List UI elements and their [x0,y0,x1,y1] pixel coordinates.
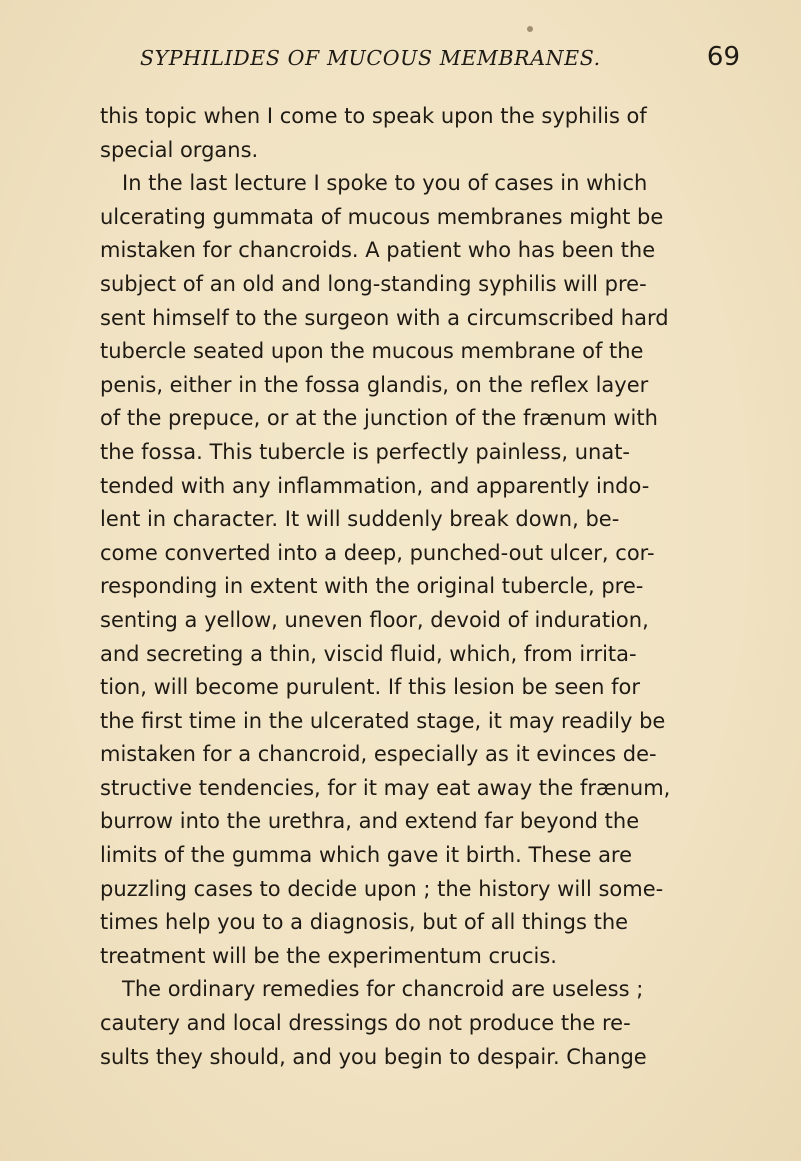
text-line: The ordinary remedies for chancroid are useless ; [122,977,644,1002]
text-line: tion, will become purulent. If this lesion be seen for [100,675,641,700]
text-line: this topic when I come to speak upon the syphilis of [100,104,647,128]
text-line: treatment will be the experimentum crucis. [100,943,557,968]
text-line: mistaken for a chancroid, especially as it evinces de- [100,742,657,767]
text-line: sent himself to the surgeon with a circumscribed hard [100,305,669,330]
text-line: the first time in the ulcerated stage, it may readily be [100,708,666,733]
text-line: In the last lecture I spoke to you of cases in which [122,171,648,196]
text-line: ulcerating gummata of mucous membranes might be [100,204,664,229]
text-line: mistaken for chancroids. A patient who has been the [100,238,656,263]
text-line: burrow into the urethra, and extend far beyond the [100,809,640,834]
text-line: tubercle seated upon the mucous membrane of the [100,339,644,364]
text-line: limits of the gumma which gave it birth. These are [100,843,633,868]
text-line: responding in extent with the original tubercle, pre- [100,574,644,599]
page-header [140,42,740,86]
page-number: 69 [706,42,740,72]
text-line: the fossa. This tubercle is perfectly painless, unat- [100,439,631,464]
ink-fleck [527,26,533,32]
text-line: and secreting a thin, viscid fluid, which, from irrita- [100,641,637,666]
text-line: come converted into a deep, punched-out ulcer, cor- [100,540,655,565]
text-line: subject of an old and long-standing syphilis will pre- [100,271,647,296]
text-line: lent in character. It will suddenly break down, be- [100,507,620,532]
text-line: tended with any inflammation, and apparently indo- [100,473,650,498]
text-line: of the prepuce, or at the junction of the frænum with [100,406,658,431]
text-line: structive tendencies, for it may eat away the frænum, [100,775,671,800]
text-line: cautery and local dressings do not produce the re- [100,1011,631,1036]
text-line: times help you to a diagnosis, but of all things the [100,910,629,935]
body-text [100,100,740,1074]
running-head: SYPHILIDES OF MUCOUS MEMBRANES. [140,46,601,70]
text-line: puzzling cases to decide upon ; the history will some- [100,876,664,901]
text-line: senting a yellow, uneven floor, devoid of induration, [100,607,649,632]
text-line: sults they should, and you begin to despair. Change [100,1044,647,1069]
text-line: special organs. [100,137,259,162]
text-line: penis, either in the fossa glandis, on the reflex layer [100,372,649,397]
